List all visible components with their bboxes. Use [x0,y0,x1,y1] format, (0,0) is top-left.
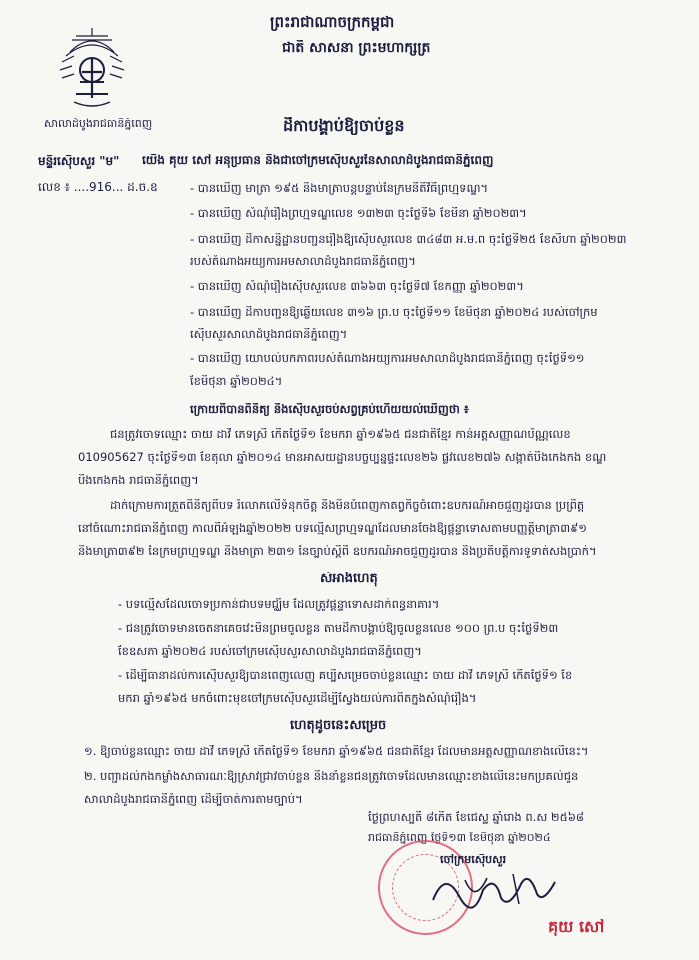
lunar-date: ថ្ងៃព្រហស្បតិ៍ ៨កើត ខែជេស្ឋ ឆ្នាំរោង ព.ស ២៥៦៨ [368,811,585,824]
decision-line: ១. ឱ្យចាប់ខ្លួនឈ្មោះ ចាយ ដាវី ភេទស្រី កើតថ្ងៃទី១ ខែមករា ឆ្នាំ១៩៦៥ ជនជាតិខ្មែរ ដែលមានអត្តសញ្ញាណខាងលើនេះ។ [84,745,589,758]
reference-number: លេខ ៖ ....916... ដ.ច.ឧ [38,181,158,194]
reasons-heading: សំអាងហេតុ [320,572,378,586]
decision-heading: ហេតុដូចនេះសម្រេច [290,719,387,733]
judge-intro: យើង គុយ សៅ អនុប្រធាន និងជាចៅក្រមស៊ើបសួរនៃសាលាដំបូងរាជធានីភ្នំពេញ [142,154,494,167]
court-emblem-icon [52,22,132,112]
consideration-line: - បានឃើញ យោបល់បកភាពរបស់តំណាងអយ្យការអមសាលាដំបូងរាជធានីភ្នំពេញ ចុះថ្ងៃទី១១ [190,352,585,365]
after-review-line: ក្រោយពីបានពិនិត្យ និងស៊ើបសួរចប់សព្វគ្រប់ហើយយល់ឃើញថា ៖ [190,403,469,416]
reason-line: - បទល្មើសដែលចោទប្រកាន់ជាបទមជ្ឈិម ដែលត្រូវផ្តន្ទាទោសដាក់ពន្ធនាគារ។ [118,598,440,611]
reason-line: - ដើម្បីធានាដល់ការស៊ើបសួរឱ្យបានពេញលេញ គប្បីសម្រេចចាប់ខ្លួនឈ្មោះ ចាយ ដាវី ភេទស្រី កើតថ្ងៃទី១ ខែ [118,669,573,682]
signature-icon [425,860,565,920]
accused-line: បឹងកេងកង រាជធានីភ្នំពេញ។ [78,474,199,487]
consideration-line: - បានឃើញ ដីកាសន្និដ្ឋានបញ្ជូនរឿងឱ្យស៊ើបសួរលេខ ៣៤៨៣ អ.ម.ព ចុះថ្ងៃទី២៥ ខែសីហា ឆ្នាំ២០២៣ [190,233,627,246]
kingdom-header: ព្រះរាជាណាចក្រកម្ពុជា [270,14,395,31]
consideration-line: ស៊ើបសួរសាលាដំបូងរាជធានីភ្នំពេញ។ [190,328,348,341]
decision-line: សាលាដំបូងរាជធានីភ្នំពេញ ដើម្បីចាត់ការតាមច្បាប់។ [84,793,303,806]
consideration-line: - បានឃើញ សំណុំរឿងព្រហ្មទណ្ឌលេខ ១៣២៣ ចុះថ្ងៃទី៦ ខែមីនា ឆ្នាំ២០២៣។ [190,207,527,220]
consideration-line: - បានឃើញ សំណុំរឿងស៊ើបសួរលេខ ៣៦៦៣ ចុះថ្ងៃទី៧ ខែកញ្ញា ឆ្នាំ២០២៣។ [190,280,524,293]
charge-line: និងមាត្រា៣៩២ នៃក្រមព្រហ្មទណ្ឌ និងមាត្រា ២៣១ នៃច្បាប់ស្តីពី ឧបករណ៍អាចជួញដូរបាន និងប្រតិបត្តិការទូទាត់សងប្រាក់។ [78,545,597,558]
signatory-title: ចៅក្រមស៊ើបសួរ [440,854,507,866]
consideration-line: ខែមិថុនា ឆ្នាំ២០២៤។ [190,375,283,388]
consideration-line: - បានឃើញ ដីកាបញ្ជូនឱ្យឆ្លើយលេខ ៣១៦ ព្រ.ប ចុះថ្ងៃទី១១ ខែមិថុនា ឆ្នាំ២០២៤ របស់ចៅក្រម [190,306,598,319]
consideration-line: - បានឃើញ មាត្រា ១៩៥ និងមាត្រាបន្តបន្ទាប់នៃក្រមនីតិវិធីព្រហ្មទណ្ឌ។ [190,182,489,195]
charge-line: នៅចំណោះរាជធានីភ្នំពេញ កាលពីអំឡុងឆ្នាំ២០២២ បទល្មើសព្រហ្មទណ្ឌដែលមានចែងឱ្យផ្តន្ទាទោសតាមបញ្ញត្តិមាត្រា៣៩១ [78,522,587,535]
court-name: សាលាដំបូងរាជធានីភ្នំពេញ [44,118,153,130]
reason-line: មករា ឆ្នាំ១៩៦៥ មកចំពោះមុខចៅក្រមស៊ើបសួរដើម្បីស្វែងយល់ការពិតក្នុងសំណុំរឿង។ [118,692,477,705]
case-department: មន្ទីរស៊ើបសួរ "ម" [38,155,120,168]
decision-line: ២. បញ្ជាដល់កងកម្លាំងសាធារណៈឱ្យស្រាវជ្រាវចាប់ខ្លួន និងនាំខ្លួនជនត្រូវចោទដែលមានឈ្មោះខាងលើនេះមកប្រគល់ជូន [84,770,579,783]
consideration-line: របស់តំណាងអយ្យការអមសាលាដំបូងរាជធានីភ្នំពេញ។ [190,255,416,268]
reason-line: ខែឧសភា ឆ្នាំ២០២៤ របស់ចៅក្រមស៊ើបសួរសាលាដំបូងរាជធានីភ្នំពេញ។ [118,645,422,658]
judge-name: គុយ សៅ [548,918,605,936]
document-title: ដីកាបង្គាប់ឱ្យចាប់ខ្លួន [283,117,405,135]
national-motto: ជាតិ សាសនា ព្រះមហាក្សត្រ [282,40,431,56]
accused-line: ជនត្រូវចោទឈ្មោះ ចាយ ដាវី ភេទស្រី កើតថ្ងៃទី១ ខែមករា ឆ្នាំ១៩៦៥ ជនជាតិខ្មែរ កាន់អត្តសញ្ញាណប័ណ្ណលេខ [110,428,571,441]
reason-line: - ជនត្រូវចោទមានចេតនាគេចវេះមិនព្រមចូលខ្លួន តាមដីកាបង្គាប់ឱ្យចូលខ្លួនលេខ ១០០ ព្រ.ប ចុះថ្ងៃទី២៣ [118,622,559,635]
accused-line: 010905627 ចុះថ្ងៃទី១៣ ខែតុលា ឆ្នាំ២០១៤ មានអាសយដ្ឋានបច្ចុប្បន្នផ្ទះលេខ២៦ ផ្លូវលេខ២៧៦ សង្កាត់បឹងកេងកង ខណ្ឌ [78,451,607,464]
place-date: រាជធានីភ្នំពេញ ថ្ងៃទី១៣ ខែមិថុនា ឆ្នាំ២០២៤ [368,832,551,844]
charge-line: ដាក់ក្រោមការត្រួតពិនិត្យពីបទ រំលោភលើទំនុកចិត្ត និងមិនបំពេញកាតព្វកិច្ចចំពោះឧបករណ៍អាចជួញដូរបាន ប្រព្រឹត្ត [110,499,585,512]
